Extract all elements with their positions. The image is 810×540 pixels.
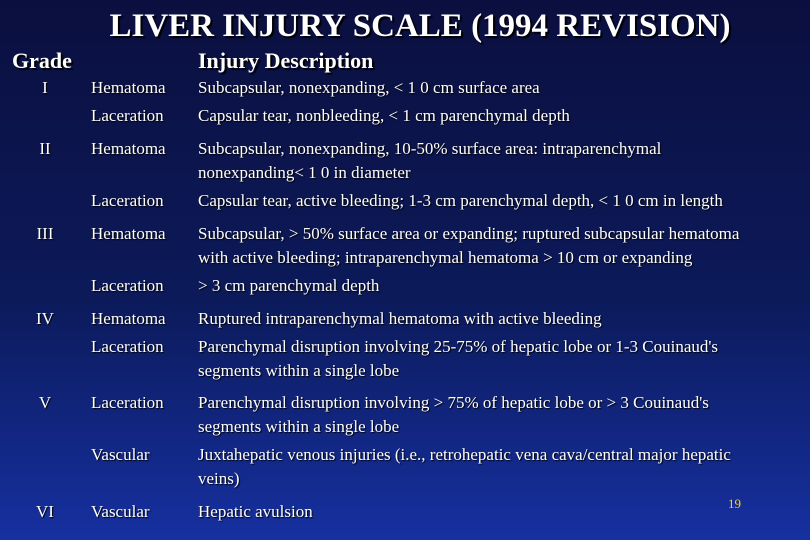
description-cell: Subcapsular, nonexpanding, < 1 0 cm surface area bbox=[198, 78, 540, 97]
description-cell: Parenchymal disruption involving > 75% of hepatic lobe or > 3 Couinaud's bbox=[198, 393, 709, 412]
injury-type-cell: Laceration bbox=[91, 106, 164, 125]
injury-type-cell: Hematoma bbox=[91, 78, 166, 97]
grade-cell: II bbox=[39, 139, 51, 158]
grade-cell: IV bbox=[36, 309, 54, 328]
grade-column-header: Grade bbox=[12, 48, 72, 73]
description-cell: nonexpanding< 1 0 in diameter bbox=[198, 163, 411, 182]
grade-cell: III bbox=[36, 224, 54, 243]
grade-cell: VI bbox=[36, 502, 54, 521]
injury-type-cell: Hematoma bbox=[91, 309, 166, 328]
description-cell: veins) bbox=[198, 469, 240, 488]
description-cell: Capsular tear, active bleeding; 1-3 cm parenchymal depth, < 1 0 cm in length bbox=[198, 191, 723, 210]
slide-title: LIVER INJURY SCALE (1994 REVISION) bbox=[109, 8, 731, 44]
description-cell: Subcapsular, > 50% surface area or expanding; ruptured subcapsular hematoma bbox=[198, 224, 740, 243]
description-cell: segments within a single lobe bbox=[198, 361, 400, 380]
injury-type-cell: Laceration bbox=[91, 337, 164, 356]
description-cell: Subcapsular, nonexpanding, 10-50% surface area: intraparenchymal bbox=[198, 139, 662, 158]
page-number: 19 bbox=[728, 496, 741, 511]
description-cell: segments within a single lobe bbox=[198, 417, 400, 436]
description-cell: > 3 cm parenchymal depth bbox=[198, 276, 380, 295]
description-cell: Ruptured intraparenchymal hematoma with active bleeding bbox=[198, 309, 602, 328]
description-cell: Parenchymal disruption involving 25-75% of hepatic lobe or 1-3 Couinaud's bbox=[198, 337, 719, 356]
description-cell: Juxtahepatic venous injuries (i.e., retrohepatic vena cava/central major hepatic bbox=[198, 445, 731, 464]
grade-cell: V bbox=[38, 393, 52, 412]
description-cell: Hepatic avulsion bbox=[198, 502, 313, 521]
injury-type-cell: Laceration bbox=[91, 393, 164, 412]
injury-type-cell: Laceration bbox=[91, 191, 164, 210]
injury-type-cell: Laceration bbox=[91, 276, 164, 295]
injury-type-cell: Vascular bbox=[91, 502, 150, 521]
description-cell: with active bleeding; intraparenchymal hematoma > 10 cm or expanding bbox=[198, 248, 693, 267]
injury-type-cell: Hematoma bbox=[91, 224, 166, 243]
injury-type-cell: Hematoma bbox=[91, 139, 166, 158]
description-cell: Capsular tear, nonbleeding, < 1 cm parenchymal depth bbox=[198, 106, 570, 125]
injury-type-cell: Vascular bbox=[91, 445, 150, 464]
grade-cell: I bbox=[42, 78, 48, 97]
description-column-header: Injury Description bbox=[198, 48, 374, 73]
